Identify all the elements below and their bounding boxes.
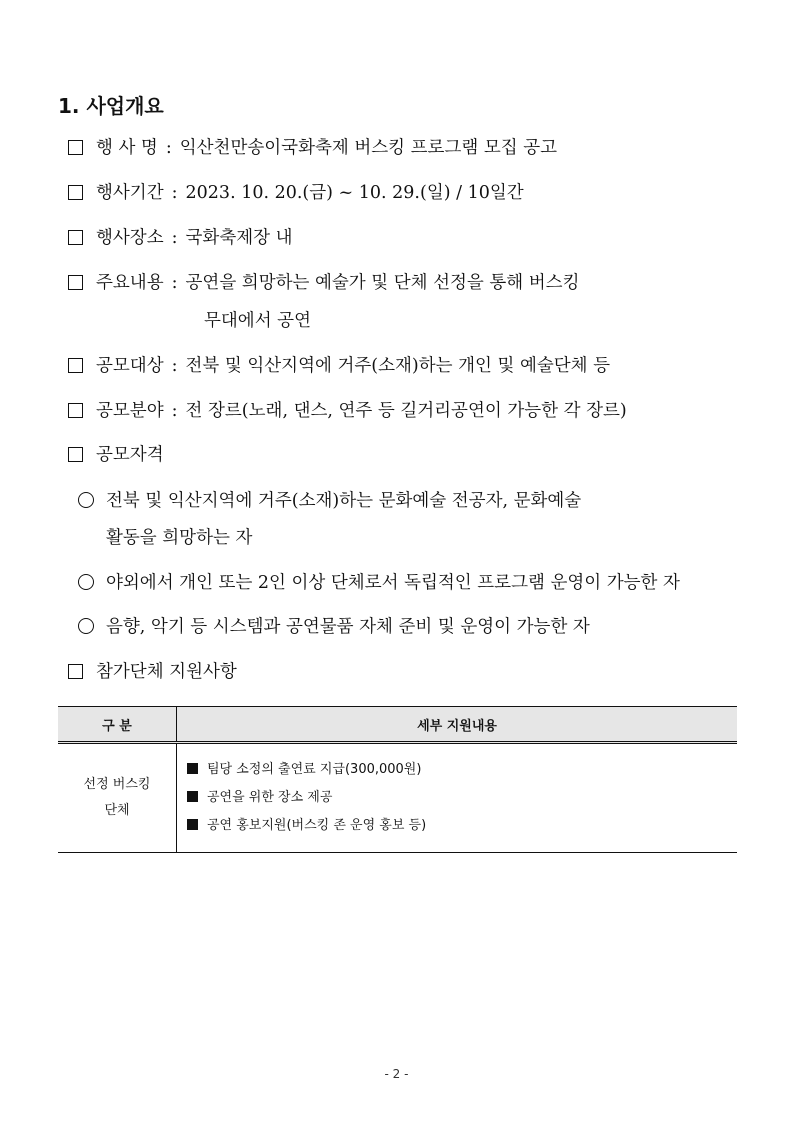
item-value: 국화축제장 내 xyxy=(185,228,293,248)
header-category: 구 분 xyxy=(58,707,177,743)
item-label: 주요내용 xyxy=(96,273,164,293)
support-bullet xyxy=(177,812,737,840)
header-details: 세부 지원내용 xyxy=(177,707,738,743)
bullet-text: 공연을 위한 장소 제공 xyxy=(207,790,333,805)
category-line: 단체 xyxy=(104,803,130,818)
square-bullet-icon xyxy=(187,763,198,774)
qualification-item xyxy=(78,571,680,595)
item-value-continuation: 무대에서 공연 xyxy=(204,311,311,331)
qualification-item xyxy=(78,615,590,639)
colon-separator: : xyxy=(171,273,178,293)
item-event-period xyxy=(68,181,524,205)
item-label: 행사장소 xyxy=(96,228,164,248)
qualification-item xyxy=(78,489,581,513)
support-bullet xyxy=(177,756,737,784)
item-value: 2023. 10. 20.(금) ~ 10. 29.(일) / 10일간 xyxy=(185,183,524,203)
colon-separator: : xyxy=(171,356,178,376)
colon-separator: : xyxy=(171,183,178,203)
item-value: 공연을 희망하는 예술가 및 단체 선정을 통해 버스킹 xyxy=(185,273,580,293)
bullet-text: 공연 홍보지원(버스킹 존 운영 홍보 등) xyxy=(207,818,427,833)
item-label: 공모대상 xyxy=(96,356,164,376)
item-label: 행사기간 xyxy=(96,183,164,203)
support-title: 참가단체 지원사항 xyxy=(96,662,237,682)
checkbox-square-icon xyxy=(68,230,83,245)
table-header-row xyxy=(58,707,737,743)
qualification-text: 야외에서 개인 또는 2인 이상 단체로서 독립적인 프로그램 운영이 가능한 자 xyxy=(106,573,680,593)
page-number: - 2 - xyxy=(384,1067,409,1081)
item-support xyxy=(68,660,237,684)
qualification-text: 전북 및 익산지역에 거주(소재)하는 문화예술 전공자, 문화예술 xyxy=(106,491,582,511)
item-field xyxy=(68,399,627,423)
section-heading: 1. 사업개요 xyxy=(58,94,164,118)
category-line: 선정 버스킹 xyxy=(83,777,151,792)
checkbox-square-icon xyxy=(68,447,83,462)
checkbox-square-icon xyxy=(68,140,83,155)
checkbox-square-icon xyxy=(68,275,83,290)
table-row xyxy=(58,743,737,853)
item-label: 공모분야 xyxy=(96,401,164,421)
square-bullet-icon xyxy=(187,819,198,830)
item-event-venue xyxy=(68,226,293,250)
qualification-text: 음향, 악기 등 시스템과 공연물품 자체 준비 및 운영이 가능한 자 xyxy=(106,617,590,637)
bullet-text: 팀당 소정의 출연료 지급(300,000원) xyxy=(207,762,422,777)
qualification-continuation: 활동을 희망하는 자 xyxy=(106,528,253,548)
item-qualification xyxy=(68,443,164,467)
colon-separator: : xyxy=(171,228,178,248)
circle-bullet-icon xyxy=(78,618,94,634)
support-bullet xyxy=(177,784,737,812)
support-table xyxy=(58,706,737,853)
item-label: 행 사 명 xyxy=(96,138,158,158)
circle-bullet-icon xyxy=(78,574,94,590)
details-cell xyxy=(177,743,738,853)
item-value: 전 장르(노래, 댄스, 연주 등 길거리공연이 가능한 각 장르) xyxy=(185,401,627,421)
category-cell xyxy=(58,743,177,853)
item-event-name xyxy=(68,136,557,160)
checkbox-square-icon xyxy=(68,185,83,200)
item-value: 전북 및 익산지역에 거주(소재)하는 개인 및 예술단체 등 xyxy=(185,356,611,376)
circle-bullet-icon xyxy=(78,492,94,508)
checkbox-square-icon xyxy=(68,664,83,679)
square-bullet-icon xyxy=(187,791,198,802)
checkbox-square-icon xyxy=(68,403,83,418)
item-main-content xyxy=(68,271,579,295)
colon-separator: : xyxy=(165,138,172,158)
item-value: 익산천만송이국화축제 버스킹 프로그램 모집 공고 xyxy=(179,138,558,158)
item-target xyxy=(68,354,610,378)
colon-separator: : xyxy=(171,401,178,421)
checkbox-square-icon xyxy=(68,358,83,373)
item-label: 공모자격 xyxy=(96,445,164,465)
